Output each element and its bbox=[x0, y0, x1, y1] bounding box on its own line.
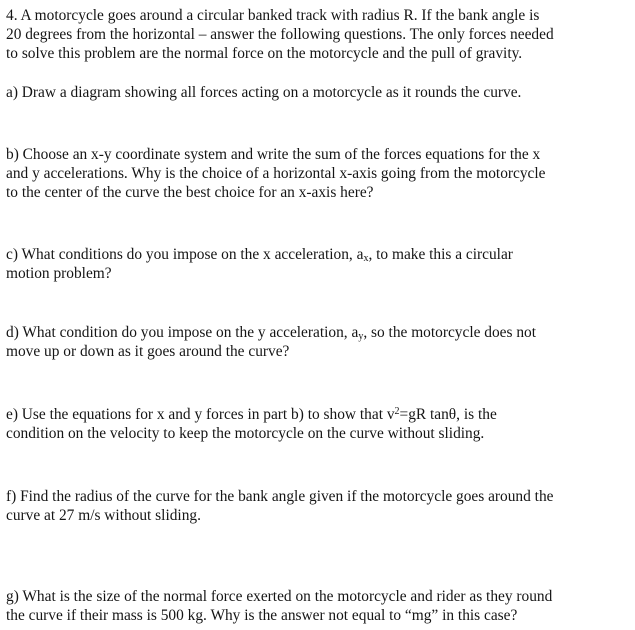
question-d bbox=[6, 323, 632, 361]
text-line: 4. A motorcycle goes around a circular banked track with radius R. If the bank angle is bbox=[6, 7, 540, 24]
text-line: condition on the velocity to keep the motorcycle on the curve without sliding. bbox=[6, 425, 485, 442]
text-line: motion problem? bbox=[6, 265, 112, 282]
question-a bbox=[6, 83, 632, 102]
text-line: to the center of the curve the best choice for an x-axis here? bbox=[6, 184, 374, 201]
text-line: a) Draw a diagram showing all forces acting on a motorcycle as it rounds the curve. bbox=[6, 84, 522, 101]
text-fragment: d) What condition do you impose on the y acceleration, a bbox=[6, 324, 359, 341]
question-g bbox=[6, 587, 632, 625]
text-fragment: =gR tanθ, is the bbox=[399, 406, 497, 423]
question-f bbox=[6, 487, 632, 525]
text-line bbox=[6, 405, 632, 424]
text-fragment: c) What conditions do you impose on the x acceleration, a bbox=[6, 246, 364, 263]
text-line: 20 degrees from the horizontal – answer the following questions. The only forces needed bbox=[6, 26, 554, 43]
problem-intro bbox=[6, 6, 632, 63]
question-c bbox=[6, 245, 632, 283]
text-fragment: e) Use the equations for x and y forces in part b) to show that v bbox=[6, 406, 395, 423]
text-line: b) Choose an x-y coordinate system and write the sum of the forces equations for the x bbox=[6, 146, 541, 163]
question-e bbox=[6, 405, 632, 443]
text-fragment: , to make this a circular bbox=[368, 246, 513, 263]
text-fragment: , so the motorcycle does not bbox=[363, 324, 537, 341]
text-line: g) What is the size of the normal force exerted on the motorcycle and rider as they round bbox=[6, 588, 553, 605]
text-line: the curve if their mass is 500 kg. Why is the answer not equal to “mg” in this case? bbox=[6, 607, 518, 624]
text-line: move up or down as it goes around the curve? bbox=[6, 343, 290, 360]
question-b bbox=[6, 145, 632, 202]
text-line: to solve this problem are the normal force on the motorcycle and the pull of gravity. bbox=[6, 45, 523, 62]
subscript: x bbox=[363, 253, 369, 264]
text-line: and y accelerations. Why is the choice of a horizontal x-axis going from the motorcycle bbox=[6, 165, 546, 182]
text-line: curve at 27 m/s without sliding. bbox=[6, 507, 201, 524]
text-line bbox=[6, 245, 632, 264]
text-line: f) Find the radius of the curve for the bank angle given if the motorcycle goes around the bbox=[6, 488, 554, 505]
subscript: y bbox=[358, 331, 364, 342]
superscript: 2 bbox=[394, 406, 400, 417]
text-line bbox=[6, 323, 632, 342]
